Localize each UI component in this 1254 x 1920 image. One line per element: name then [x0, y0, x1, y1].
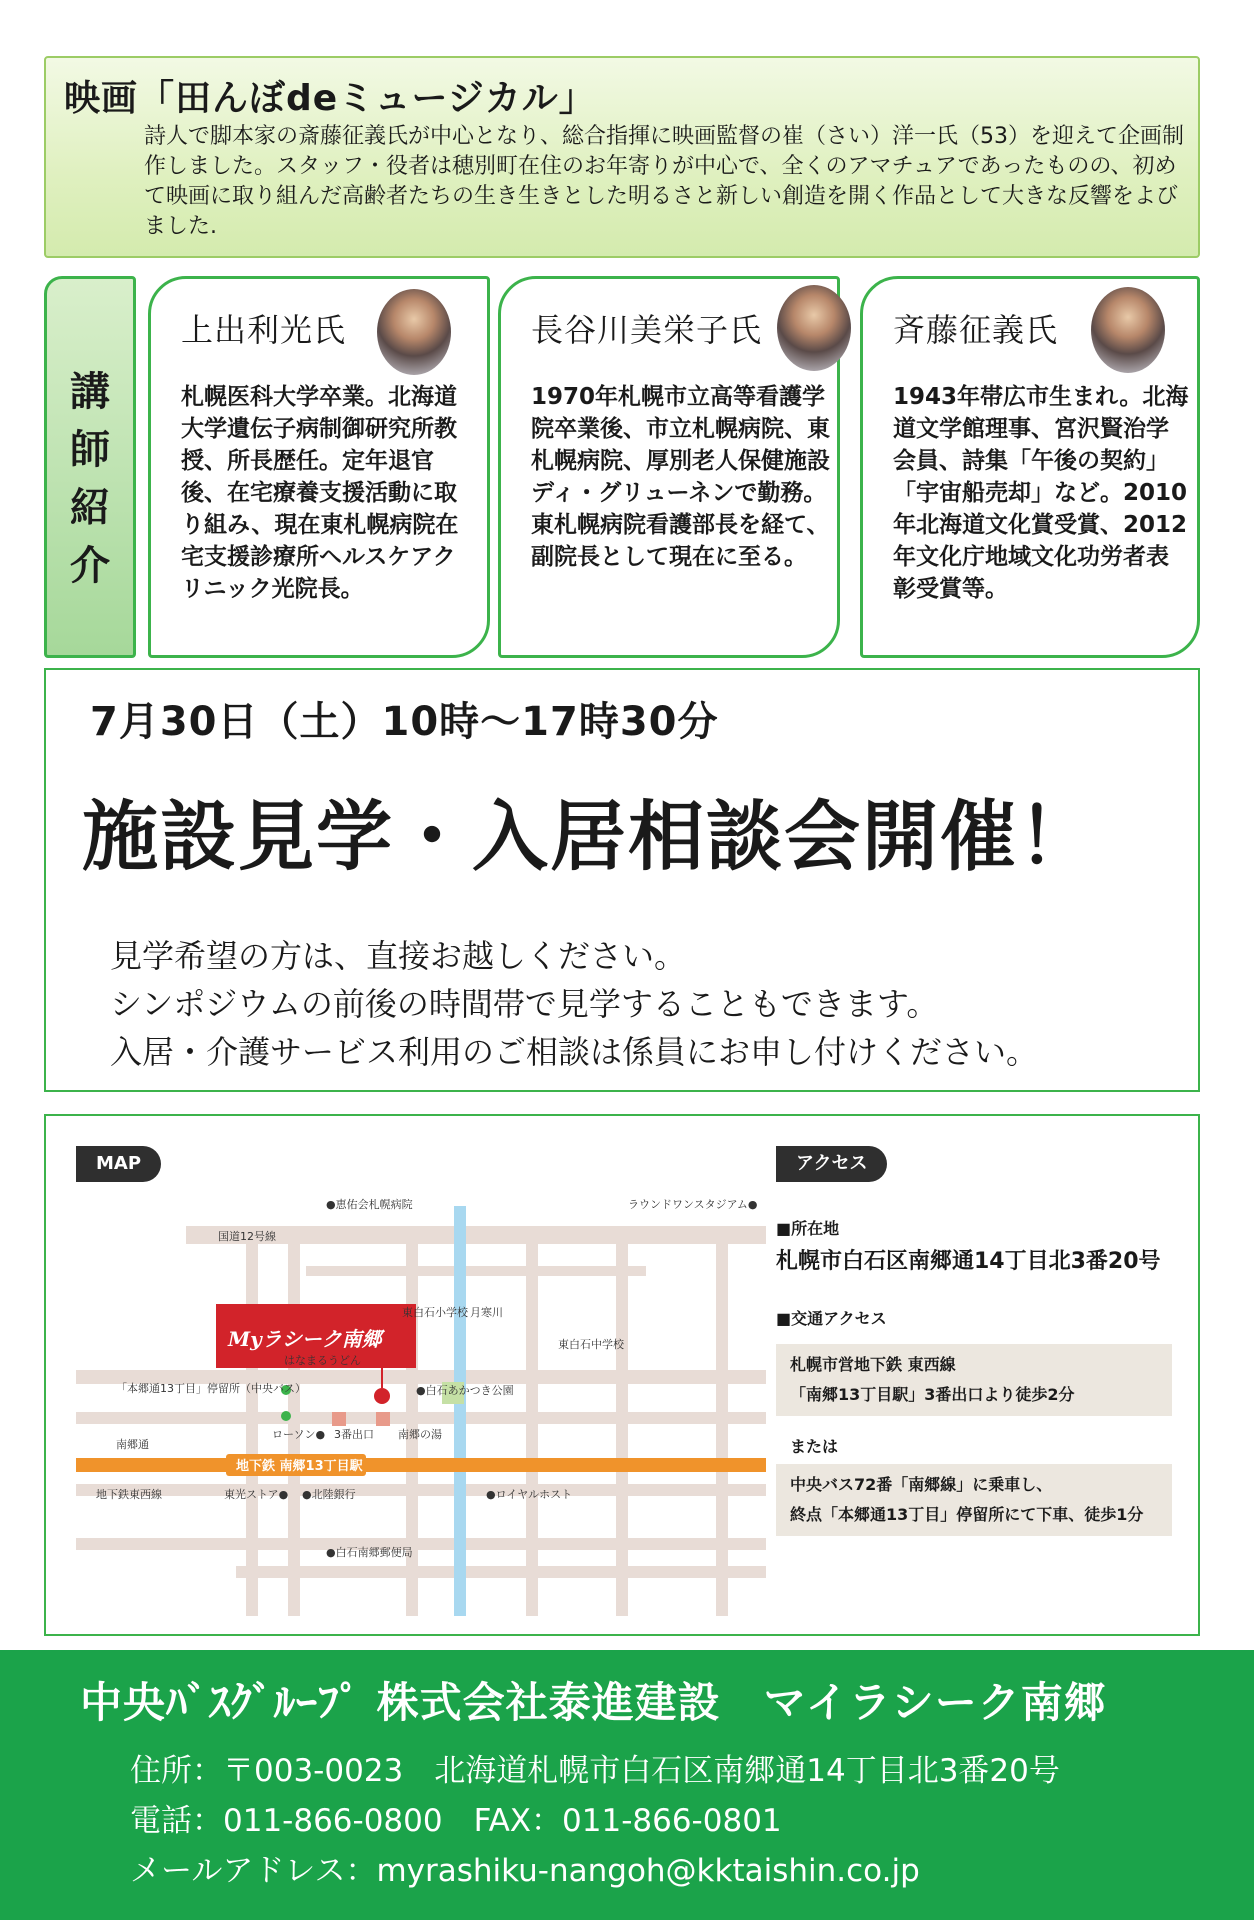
facility-address: 札幌市白石区南郷通14丁目北3番20号 [776, 1249, 1161, 1274]
map-label-stadium: ラウンドワンスタジアム● [628, 1198, 758, 1211]
lecturer-card [498, 276, 840, 658]
movie-info-box [44, 56, 1200, 258]
access-label: アクセス [776, 1146, 887, 1182]
map-access-section [44, 1114, 1200, 1636]
map-label-nango-dori: 南郷通 [116, 1438, 149, 1451]
map-label-river: 月寒川 [470, 1306, 503, 1319]
map-label-junior-school: 東白石中学校 [558, 1338, 624, 1351]
lecturer-card [860, 276, 1200, 658]
lecturer-bio: 札幌医科大学卒業。北海道大学遺伝子病制御研究所教授、所長歴任。定年退官後、在宅療養支援活動に取り組み、現在東札幌病院在宅支援診療所ヘルスケアクリニック光院長。 [181, 384, 459, 602]
subway-access-card [776, 1344, 1172, 1416]
map-label-park: ●白石あかつき公園 [416, 1384, 514, 1397]
company-name: 中央ﾊﾞｽｸﾞﾙｰﾌﾟ 株式会社泰進建設 マイラシーク南郷 [80, 1678, 1107, 1727]
lecturer-name: 上出利光氏 [181, 311, 347, 349]
map-label-tozai: 地下鉄東西線 [96, 1488, 162, 1501]
map-label-exit: 3番出口 [334, 1428, 374, 1441]
event-note-line: 入居・介護サービス利用のご相談は係員にお申し付けください。 [110, 1033, 1039, 1071]
map-label-toko: 東光ストア● [224, 1488, 289, 1501]
footer-phone: 電話：011-866-0800 FAX：011-866-0801 [130, 1803, 782, 1839]
location-heading: ■所在地 [776, 1219, 840, 1238]
map-label-school: 東白石小学校 [402, 1306, 468, 1319]
map-label-bus-stop: 「本郷通13丁目」停留所（中央バス） [116, 1382, 306, 1395]
map-label-lawson: ローソン● [272, 1428, 326, 1441]
bus-access-card [776, 1464, 1172, 1536]
location-marker [374, 1388, 390, 1404]
lecturer-name: 斉藤征義氏 [893, 311, 1059, 349]
lecturer-bio: 1943年帯広市生まれ。北海道文学館理事、宮沢賢治学会員、詩集「午後の契約」「宇宙船売却」など。2010年北海道文化賞受賞、2012年文化庁地域文化功労者表彰受賞等。 [893, 384, 1189, 602]
map-label-bank: ●北陸銀行 [302, 1488, 356, 1501]
area-map [76, 1166, 776, 1616]
event-notes [110, 932, 1038, 1076]
bus-route-text: 中央バス72番「南郷線」に乗車し、 [790, 1475, 1053, 1494]
movie-description: 詩人で脚本家の斎藤征義氏が中心となり、総合指揮に映画監督の崔（さい）洋一氏（53）を迎えて企画制作しました。スタッフ・役者は穂別町在住のお年寄りが中心で、全くのアマチュアであったものの、初めて映画に取り組んだ高齢者たちの生き生きとした明るさと新しい創造を開く作品として大きな反響をよびました. [144, 124, 1184, 239]
bus-stop-text: 終点「本郷通13丁目」停留所にて下車、徒歩1分 [790, 1505, 1144, 1524]
map-label-udon: はなまるうどん [284, 1354, 361, 1367]
subway-station-label: 地下鉄 南郷13丁目駅 [236, 1459, 363, 1474]
or-text: または [790, 1437, 839, 1456]
lecturer-section-label [44, 276, 136, 658]
lecturer-card [148, 276, 490, 658]
subway-line-text: 札幌市営地下鉄 東西線 [790, 1355, 956, 1374]
map-label-route12: 国道12号線 [218, 1230, 276, 1243]
map-label-hospital: ●恵佑会札幌病院 [326, 1198, 413, 1211]
subway-exit-text: 「南郷13丁目駅」3番出口より徒歩2分 [790, 1385, 1075, 1404]
event-info-box [44, 668, 1200, 1092]
lecturer-photo [377, 289, 451, 375]
lecturer-label-text: 講 師 紹 介 [70, 369, 110, 589]
lecturer-bio: 1970年札幌市立高等看護学院卒業後、市立札幌病院、東札幌病院、厚別老人保健施設ディ・グリューネンで勤務。東札幌病院看護部長を経て、副院長として現在に至る。 [531, 384, 830, 570]
footer-address: 住所：〒003-0023 北海道札幌市白石区南郷通14丁目北3番20号 [130, 1753, 1060, 1789]
map-label-post-office: ●白石南郷郵便局 [326, 1546, 413, 1559]
transit-heading: ■交通アクセス [776, 1309, 887, 1328]
footer-email[interactable]: メールアドレス：myrashiku-nangoh@kktaishin.co.jp [130, 1853, 920, 1889]
river [454, 1206, 466, 1616]
lecturer-photo [777, 285, 851, 371]
lecturer-name: 長谷川美栄子氏 [531, 311, 763, 349]
event-date: 7月30日（土）10時～17時30分 [90, 699, 719, 745]
event-headline: 施設見学・入居相談会開催！ [82, 792, 1096, 881]
map-label-royal-host: ●ロイヤルホスト [486, 1488, 573, 1501]
movie-title: 映画「田んぼdeミュージカル」 [64, 78, 596, 119]
map-label: MAP [76, 1146, 161, 1182]
event-note-line: シンポジウムの前後の時間帯で見学することもできます。 [110, 985, 939, 1023]
event-note-line: 見学希望の方は、直接お越しください。 [110, 937, 687, 975]
lecturer-photo [1091, 287, 1165, 373]
contact-footer [0, 1650, 1254, 1920]
map-label-nango-yu: 南郷の湯 [398, 1428, 442, 1441]
subway-line [76, 1458, 766, 1472]
brand-label: Myラシーク南郷 [228, 1327, 382, 1351]
